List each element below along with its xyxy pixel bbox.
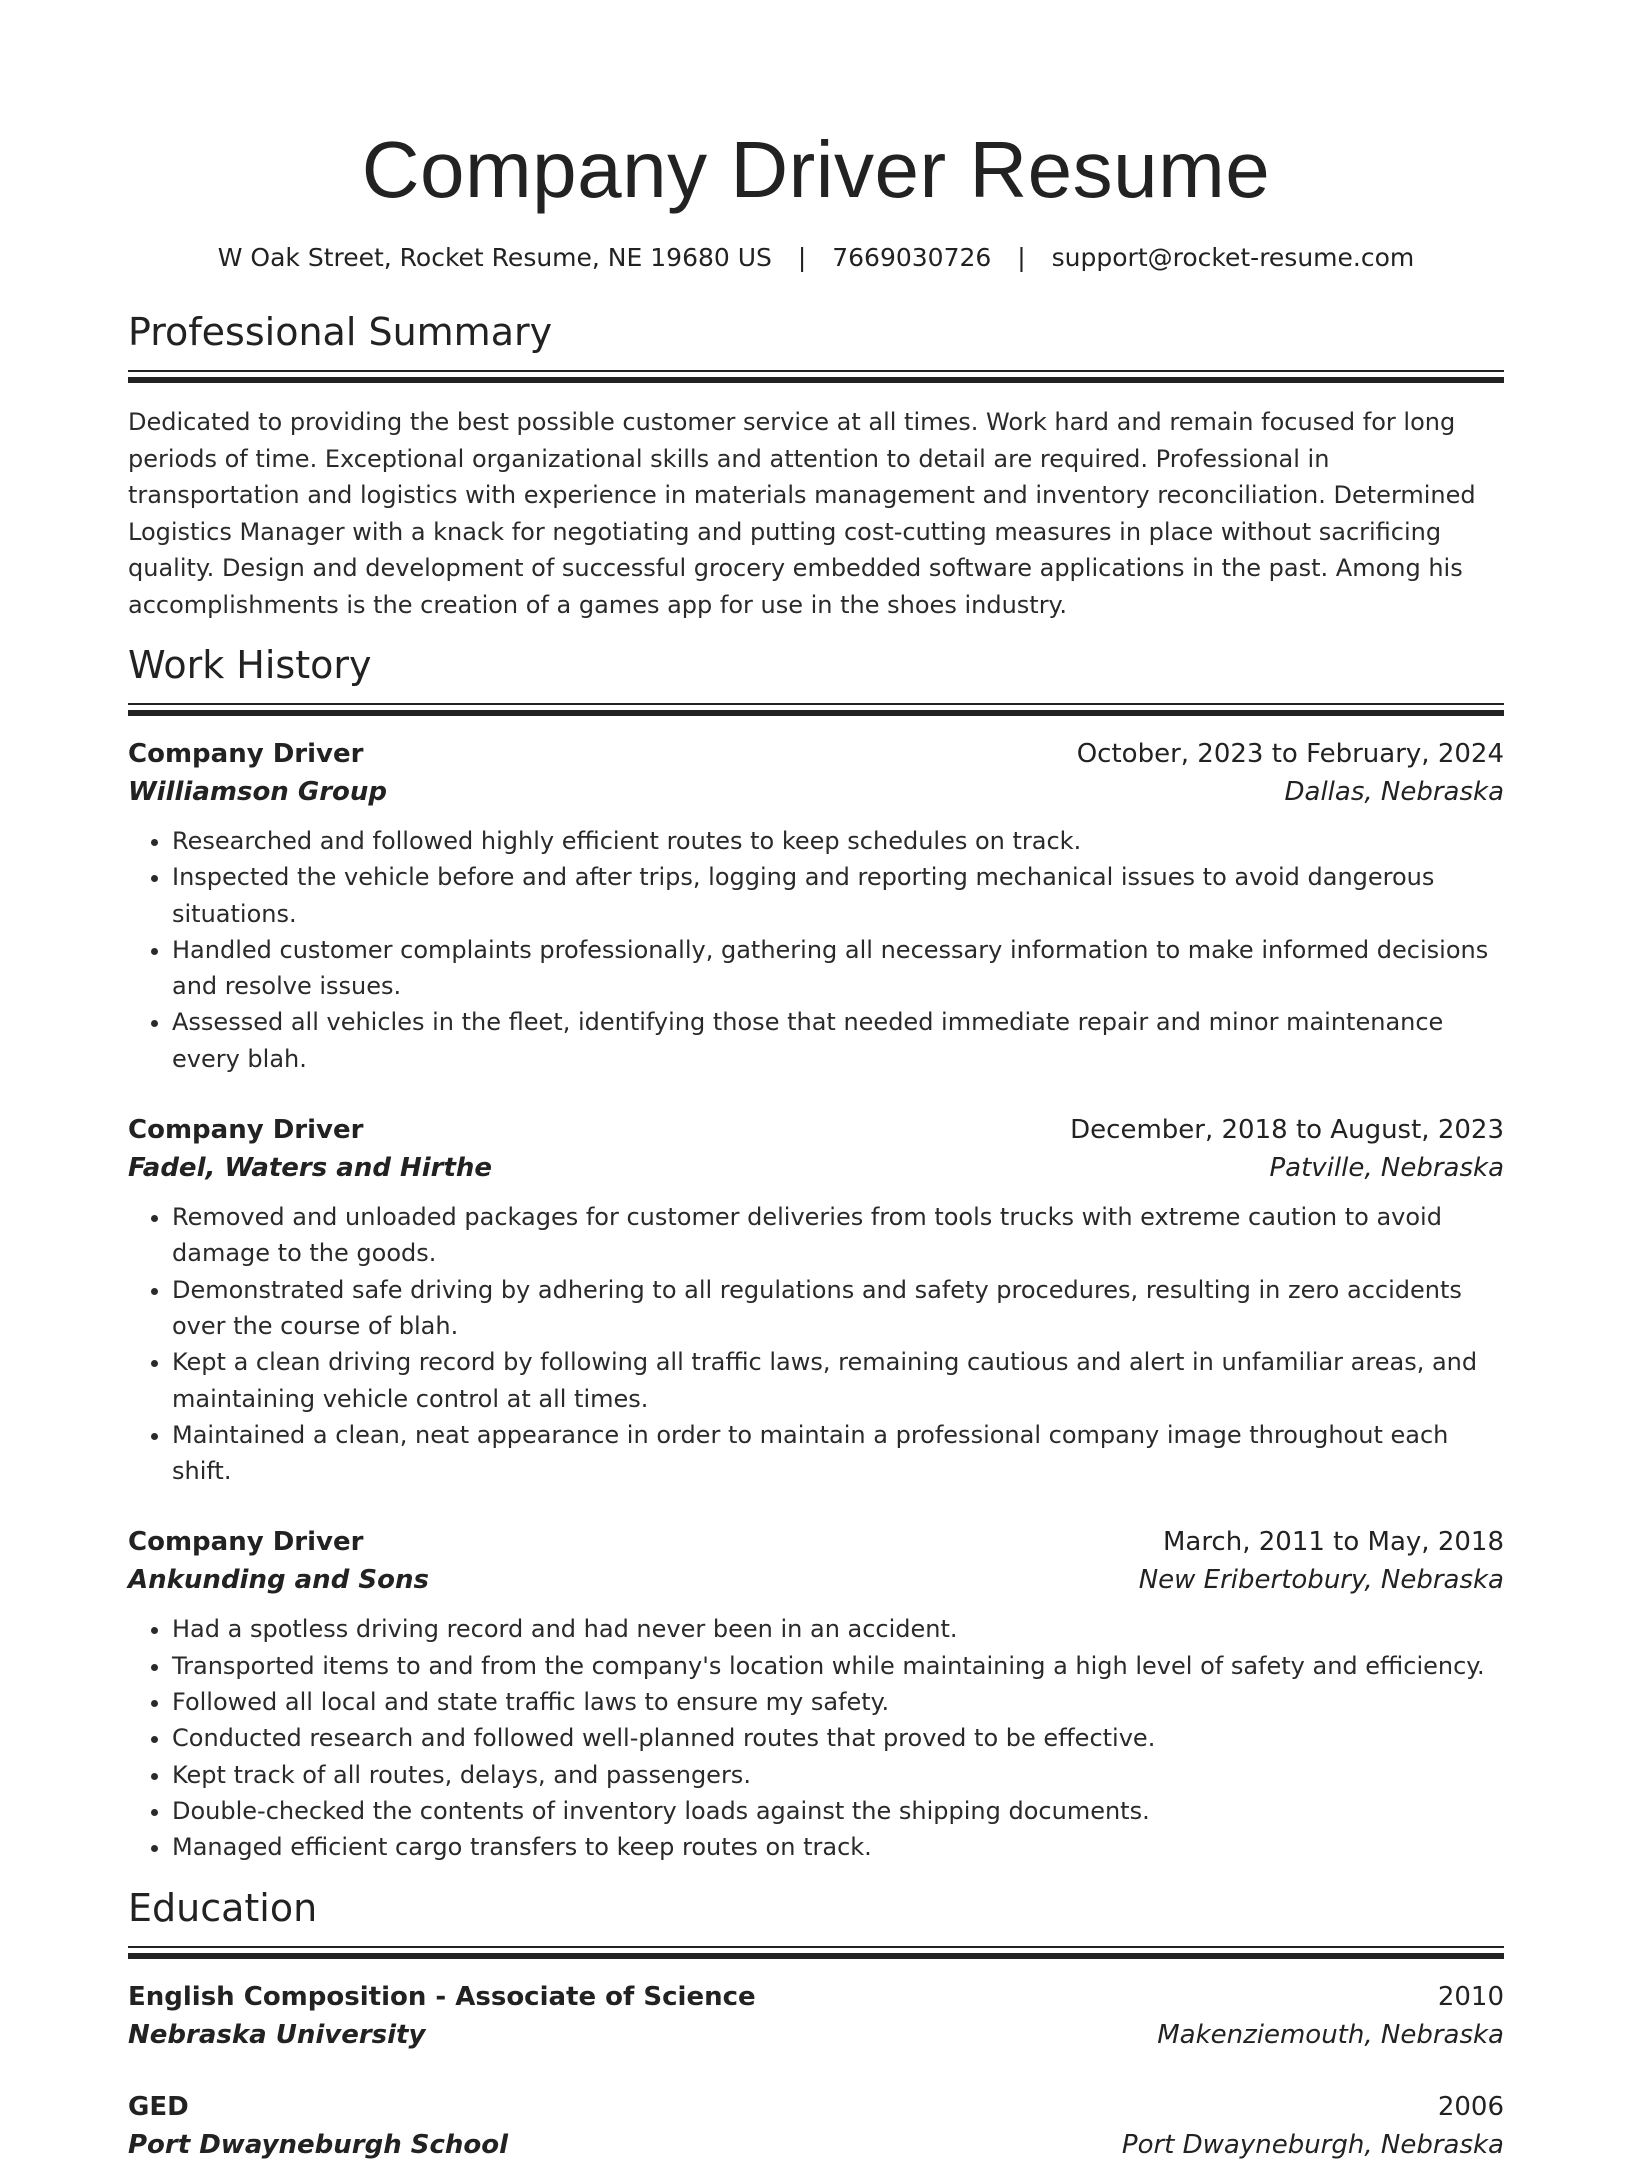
section-divider [128,370,1504,384]
job-bullet: • Had a spotless driving record and had never been in an accident. [172,1611,1504,1647]
education-degree: GED [128,2091,189,2122]
job-bullets [128,823,1504,1077]
resume-title: Company Driver Resume [361,125,1271,214]
education-degree: English Composition - Associate of Science [128,1981,756,2012]
job-dates: October, 2023 to February, 2024 [1076,739,1504,769]
job-entry [128,1111,1504,1489]
job-location: Patville, Nebraska [1269,1153,1504,1184]
job-bullet: • Demonstrated safe driving by adhering to all regulations and safety procedures, resulting in zero accidents over the course of blah. [172,1272,1504,1345]
job-bullet: • Followed all local and state traffic laws to ensure my safety. [172,1684,1504,1720]
job-title: Company Driver [128,1527,364,1558]
job-dates: December, 2018 to August, 2023 [1070,1115,1504,1146]
job-location: New Eribertobury, Nebraska [1138,1565,1504,1596]
section-divider [128,703,1504,717]
education-year: 2006 [1437,2091,1504,2122]
contact-separator: | [797,243,807,272]
job-bullet: • Handled customer complaints professionally, gathering all necessary information to make informed decisions and resolve issues. [172,932,1504,1005]
job-entry [128,1523,1504,1865]
education-location: Port Dwayneburgh, Nebraska [1121,2129,1504,2160]
job-company: Fadel, Waters and Hirthe [128,1153,493,1184]
contact-email: support@rocket-resume.com [1051,243,1415,272]
job-bullets [128,1199,1504,1489]
job-dates: March, 2011 to May, 2018 [1162,1527,1504,1558]
job-bullet: • Researched and followed highly efficient routes to keep schedules on track. [172,823,1504,859]
job-location: Dallas, Nebraska [1284,777,1504,807]
work-history-section [128,641,1504,1866]
education-heading: Education [128,1885,318,1930]
contact-line [128,242,1504,274]
job-bullet: • Maintained a clean, neat appearance in order to maintain a professional company image throughout each shift. [172,1417,1504,1490]
contact-phone: 7669030726 [832,243,992,272]
education-entry [128,1978,1504,2054]
summary-section [128,308,1504,623]
job-title: Company Driver [128,1115,364,1146]
section-divider [128,1946,1504,1960]
education-school: Nebraska University [128,2019,426,2050]
job-company: Ankunding and Sons [128,1565,429,1596]
education-year: 2010 [1437,1981,1504,2012]
education-school: Port Dwayneburgh School [128,2129,509,2160]
job-bullet: • Kept a clean driving record by following all traffic laws, remaining cautious and alert in unfamiliar areas, and maintaining vehicle control at all times. [172,1344,1504,1417]
job-bullets [128,1611,1504,1865]
job-bullet: • Inspected the vehicle before and after trips, logging and reporting mechanical issues to avoid dangerous situations. [172,859,1504,932]
job-bullet: • Assessed all vehicles in the fleet, identifying those that needed immediate repair and minor maintenance every blah. [172,1004,1504,1077]
education-entry [128,2088,1504,2164]
job-bullet: • Kept track of all routes, delays, and passengers. [172,1757,1504,1793]
job-bullet: • Conducted research and followed well-planned routes that proved to be effective. [172,1720,1504,1756]
summary-heading: Professional Summary [128,310,553,354]
education-section [128,1884,1504,2164]
job-company: Williamson Group [128,777,388,807]
job-bullet: • Transported items to and from the company's location while maintaining a high level of safety and efficiency. [172,1648,1504,1684]
education-location: Makenziemouth, Nebraska [1157,2019,1504,2050]
job-bullet: • Managed efficient cargo transfers to keep routes on track. [172,1829,1504,1865]
job-title: Company Driver [128,739,364,769]
work-history-heading: Work History [128,643,372,687]
contact-separator: | [1017,243,1026,272]
job-bullet: • Removed and unloaded packages for customer deliveries from tools trucks with extreme caution to avoid damage to the goods. [172,1199,1504,1272]
job-entry [128,735,1504,1077]
job-bullet: • Double-checked the contents of inventory loads against the shipping documents. [172,1793,1504,1829]
summary-text: Dedicated to providing the best possible customer service at all times. Work hard and remain focused for long periods of time. Exceptional organizational skills and attention to detail are required. Professional in transportation and logistics with experience in materials management and inventory reconciliation. Determined Logistics Manager with a knack for negotiating and putting cost-cutting measures in place without sacrificing quality. Design and development of successful grocery embedded software applications in the past. Among his accomplishments is the creation of a games app for use in the shoes industry. [128,408,1476,619]
contact-address: W Oak Street, Rocket Resume, NE 19680 US [217,243,772,272]
